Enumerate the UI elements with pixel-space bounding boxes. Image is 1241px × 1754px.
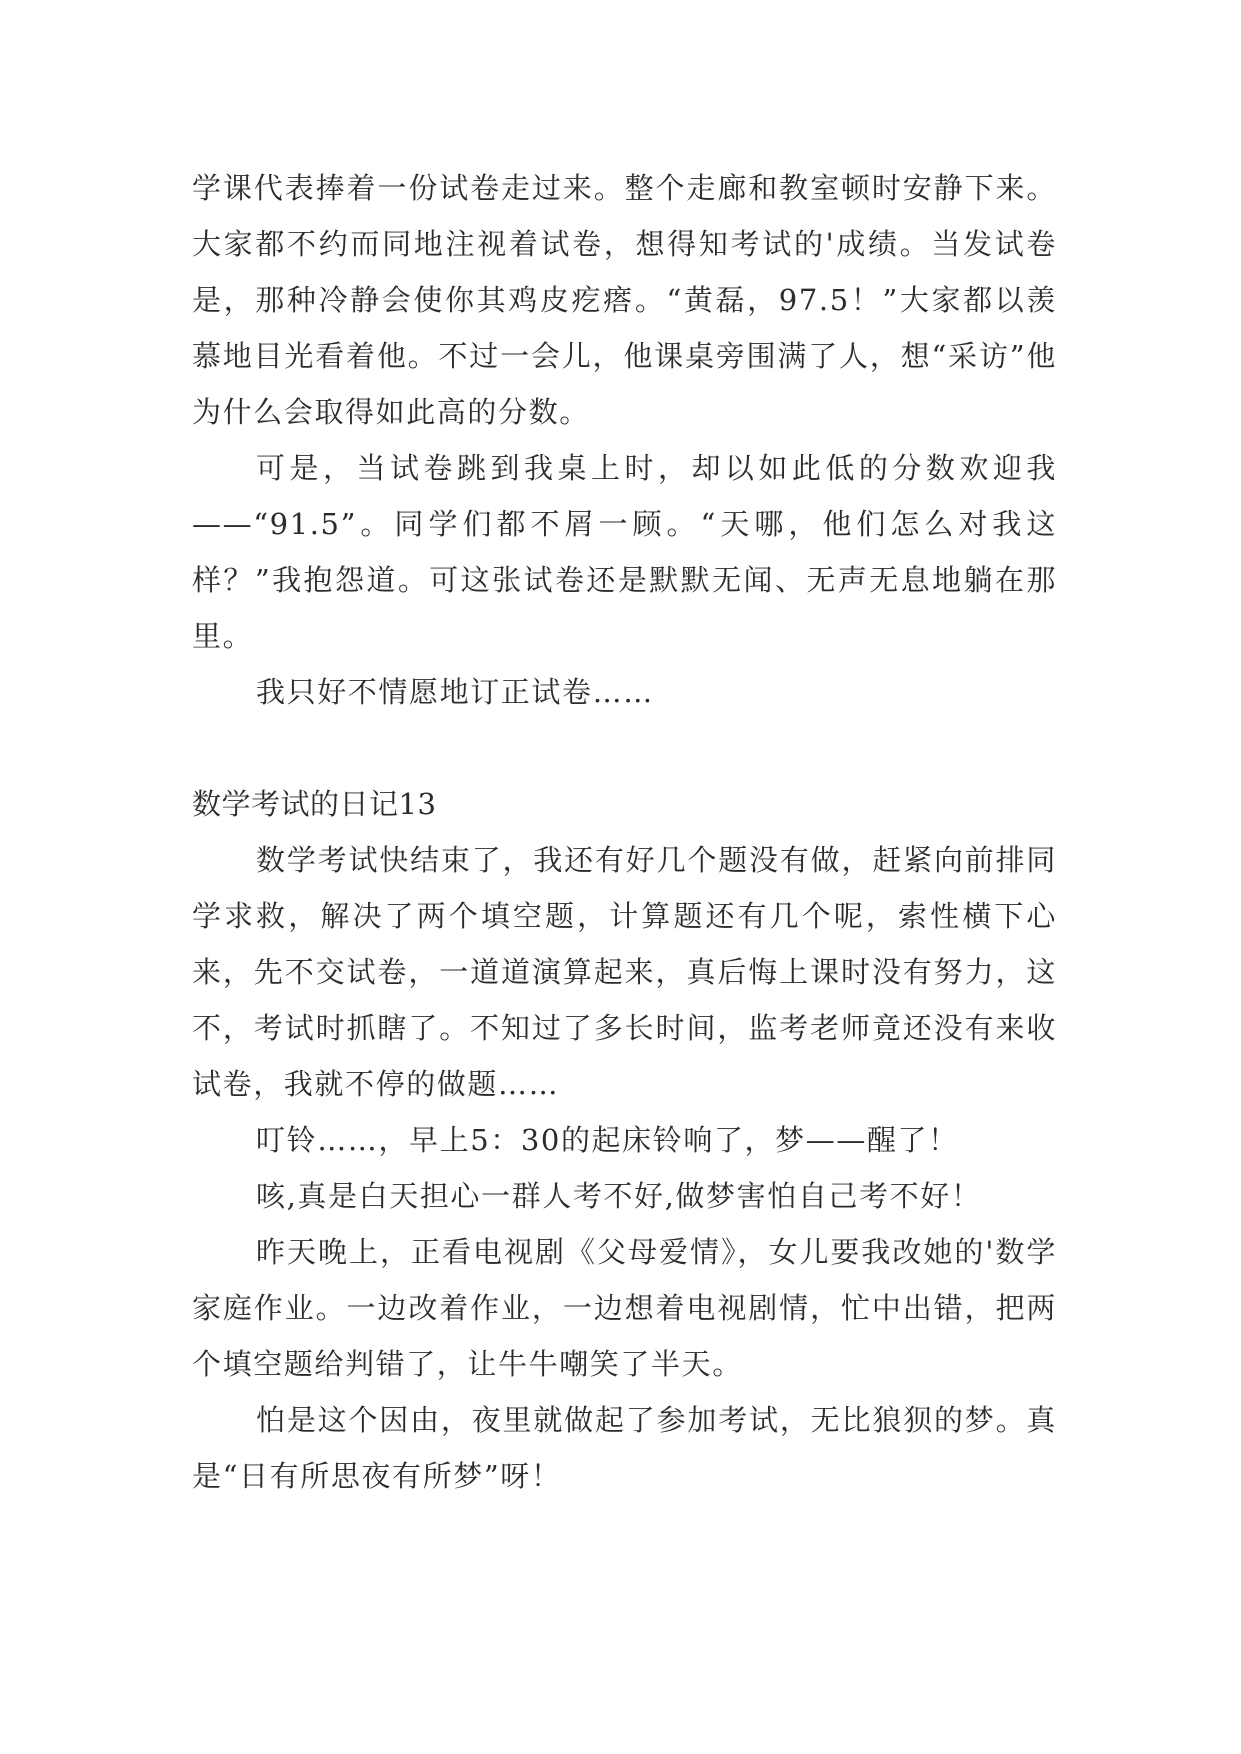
paragraph: 可是，当试卷跳到我桌上时，却以如此低的分数欢迎我——“91.5”。同学们都不屑一顾。“天哪，他们怎么对我这样？”我抱怨道。可这张试卷还是默默无闻、无声无息地躺在那里。 <box>192 451 1057 653</box>
paragraph: 昨天晚上，正看电视剧《父母爱情》，女儿要我改她的'数学家庭作业。一边改着作业，一边想着电视剧情，忙中出错，把两个填空题给判错了，让牛牛嘲笑了半天。 <box>192 1235 1057 1381</box>
paragraph: 我只好不情愿地订正试卷…… <box>256 675 654 709</box>
section-title: 数学考试的日记13 <box>192 787 437 821</box>
paragraph: 咳,真是白天担心一群人考不好,做梦害怕自己考不好！ <box>256 1179 982 1213</box>
paragraph: 叮铃……，早上5：30的起床铃响了，梦——醒了！ <box>256 1123 959 1157</box>
paragraph: 怕是这个因由，夜里就做起了参加考试，无比狼狈的梦。真是“日有所思夜有所梦”呀！ <box>192 1403 1057 1493</box>
document-body <box>192 160 1057 1504</box>
paragraph: 数学考试快结束了，我还有好几个题没有做，赶紧向前排同学求救，解决了两个填空题，计算题还有几个呢，索性横下心来，先不交试卷，一道道演算起来，真后悔上课时没有努力，这不，考试时抓瞎了。不知过了多长时间，监考老师竟还没有来收试卷，我就不停的做题…… <box>192 843 1057 1101</box>
paragraph: 学课代表捧着一份试卷走过来。整个走廊和教室顿时安静下来。大家都不约而同地注视着试卷，想得知考试的'成绩。当发试卷是，那种冷静会使你其鸡皮疙瘩。“黄磊，97.5！”大家都以羡慕地目光看着他。不过一会儿，他课桌旁围满了人，想“采访”他为什么会取得如此高的分数。 <box>192 171 1057 429</box>
